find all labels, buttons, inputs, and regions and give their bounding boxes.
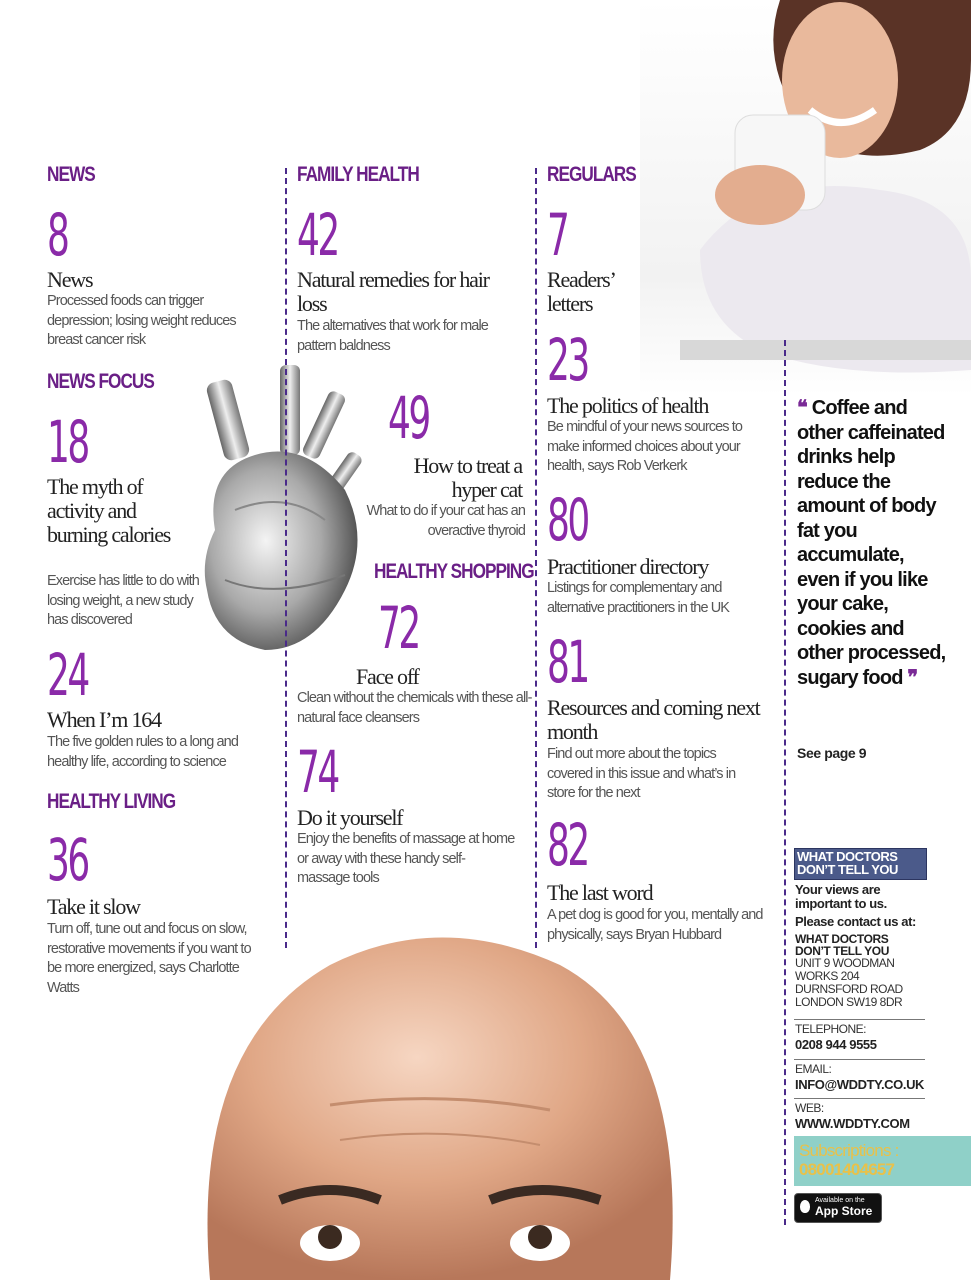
article-title-politics-of-health[interactable]: The politics of health bbox=[547, 393, 709, 418]
page-number-36: 36 bbox=[47, 826, 88, 894]
address-line4: LONDON SW19 8DR bbox=[795, 995, 903, 1009]
article-desc-resources: Find out more about the topics covered in this issue and what’s in store for the next bbox=[547, 746, 736, 801]
app-store-small: Available on the bbox=[815, 1197, 865, 1204]
page-number-80: 80 bbox=[547, 486, 588, 554]
email-address[interactable]: INFO@WDDTY.CO.UK bbox=[795, 1077, 925, 1092]
page-number-18: 18 bbox=[47, 408, 88, 476]
close-quote-icon: ❞ bbox=[907, 666, 918, 689]
section-healthy-shopping: HEALTHY SHOPPING bbox=[374, 560, 534, 583]
contact-heading: Please contact us at: bbox=[795, 914, 916, 929]
web-address[interactable]: WWW.WDDTY.COM bbox=[795, 1116, 910, 1131]
article-title-hair-loss[interactable]: Natural remedies for hair loss bbox=[297, 267, 489, 316]
logo-line1: WHAT DOCTORS bbox=[797, 849, 898, 864]
telephone-label: TELEPHONE: bbox=[795, 1022, 867, 1036]
sidebar-rule-2 bbox=[794, 1059, 925, 1060]
article-desc-take-it-slow: Turn off, tune out and focus on slow, restorative movements if you want to be more energized, says Charlotte Watts bbox=[47, 921, 251, 996]
article-desc-face-off: Clean without the chemicals with these all-natural face cleansers bbox=[297, 690, 532, 726]
article-desc-hair-loss: The alternatives that work for male pattern baldness bbox=[297, 318, 488, 354]
article-title-practitioner-directory[interactable]: Practitioner directory bbox=[547, 554, 709, 579]
section-news-focus: NEWS FOCUS bbox=[47, 370, 154, 393]
pull-quote-text: Coffee and other caffeinated drinks help reduce the amount of body fat you accumulate, even if you like your cake, cookies and other processed, sugary food bbox=[797, 397, 946, 689]
article-title-readers-letters[interactable]: Readers’ letters bbox=[547, 267, 614, 316]
article-desc-practitioner-directory: Listings for complementary and alternative practitioners in the UK bbox=[547, 580, 730, 616]
article-title-when-164[interactable]: When I’m 164 bbox=[47, 707, 161, 732]
article-desc-last-word: A pet dog is good for you, mentally and physically, says Bryan Hubbard bbox=[547, 907, 763, 943]
open-quote-icon: ❝ bbox=[797, 397, 807, 419]
pull-quote-ref[interactable]: See page 9 bbox=[797, 745, 867, 761]
article-desc-when-164: The five golden rules to a long and healthy life, according to science bbox=[47, 734, 238, 770]
article-desc-do-it-yourself: Enjoy the benefits of massage at home or away with these handy self-massage tools bbox=[297, 831, 515, 886]
apple-icon bbox=[800, 1200, 810, 1213]
article-title-resources[interactable]: Resources and coming next month bbox=[547, 695, 760, 744]
web-label: WEB: bbox=[795, 1101, 824, 1115]
address-line2: WORKS 204 bbox=[795, 969, 860, 983]
divider-right bbox=[784, 340, 786, 1225]
subscriptions-number: 08001404657 bbox=[799, 1160, 895, 1179]
article-title-take-it-slow[interactable]: Take it slow bbox=[47, 894, 140, 919]
section-news: NEWS bbox=[47, 163, 95, 186]
divider-left bbox=[285, 168, 287, 948]
address-line1: UNIT 9 WOODMAN bbox=[795, 956, 895, 970]
wddty-logo bbox=[794, 848, 927, 880]
views-line1: Your views are bbox=[795, 882, 881, 897]
page-number-74: 74 bbox=[297, 738, 338, 806]
page-number-72: 72 bbox=[378, 594, 419, 662]
article-title-hyper-cat[interactable]: How to treat a hyper cat bbox=[413, 453, 522, 502]
article-desc-myth-activity: Exercise has little to do with losing weight, a new study has discovered bbox=[47, 573, 199, 628]
page-number-7: 7 bbox=[547, 201, 568, 269]
address-line3: DURNSFORD ROAD bbox=[795, 982, 903, 996]
pull-quote bbox=[797, 396, 947, 690]
page-number-8: 8 bbox=[47, 201, 68, 269]
article-title-do-it-yourself[interactable]: Do it yourself bbox=[297, 805, 403, 830]
section-regulars: REGULARS bbox=[547, 163, 636, 186]
page-number-23: 23 bbox=[547, 326, 588, 394]
sidebar-rule-1 bbox=[794, 1019, 925, 1020]
org-line2: DON’T TELL YOU bbox=[795, 944, 889, 958]
article-title-last-word[interactable]: The last word bbox=[547, 880, 653, 905]
telephone-number[interactable]: 0208 944 9555 bbox=[795, 1037, 877, 1052]
article-title-myth-activity[interactable]: The myth of activity and burning calories bbox=[47, 474, 171, 547]
page-number-24: 24 bbox=[47, 641, 88, 709]
woman-coffee-photo bbox=[640, 0, 971, 395]
views-line2: important to us. bbox=[795, 896, 887, 911]
section-family-health: FAMILY HEALTH bbox=[297, 163, 419, 186]
app-store-badge[interactable] bbox=[794, 1193, 882, 1223]
article-title-news[interactable]: News bbox=[47, 267, 93, 292]
subscriptions-box[interactable] bbox=[794, 1136, 971, 1186]
section-healthy-living: HEALTHY LIVING bbox=[47, 790, 176, 813]
sidebar-rule-3 bbox=[794, 1098, 925, 1099]
page-number-81: 81 bbox=[547, 628, 588, 696]
article-desc-news: Processed foods can trigger depression; losing weight reduces breast cancer risk bbox=[47, 293, 236, 348]
page-number-42: 42 bbox=[297, 201, 338, 269]
logo-line2: DON’T TELL YOU bbox=[797, 862, 898, 877]
app-store-big: App Store bbox=[815, 1204, 873, 1218]
article-desc-hyper-cat: What to do if your cat has an overactive thyroid bbox=[366, 503, 525, 539]
article-title-face-off[interactable]: Face off bbox=[356, 664, 419, 689]
email-label: EMAIL: bbox=[795, 1062, 832, 1076]
page-number-49: 49 bbox=[388, 384, 429, 452]
page-number-82: 82 bbox=[547, 811, 588, 879]
subscriptions-label: Subscriptions : bbox=[799, 1141, 899, 1160]
article-desc-politics-of-health: Be mindful of your news sources to make informed choices about your health, says Rob Verkerk bbox=[547, 419, 743, 474]
divider-middle bbox=[535, 168, 537, 948]
org-line1: WHAT DOCTORS bbox=[795, 932, 889, 946]
